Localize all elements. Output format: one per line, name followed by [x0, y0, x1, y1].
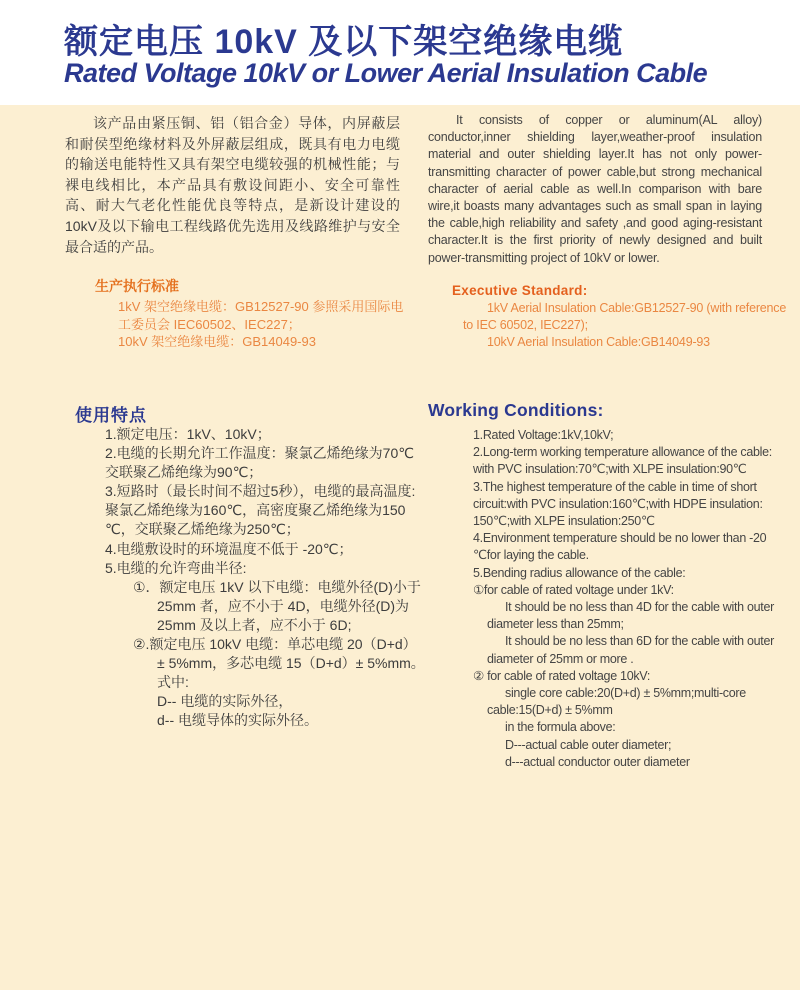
- condition-line: It should be no less than 6D for the cable with outer: [505, 634, 774, 649]
- feature-line: 4.电缆敷设时的环境温度不低于 -20℃；: [105, 540, 353, 557]
- standard-line: 10kV 架空绝缘电缆：GB14049-93: [118, 334, 316, 349]
- standard-line: to IEC 60502, IEC227);: [463, 318, 588, 332]
- feature-line: D-- 电缆的实际外径，: [157, 693, 293, 710]
- standard-line: 工委员会 IEC60502、IEC227；: [118, 316, 301, 332]
- feature-line: 25mm 者，应不小于 4D，电缆外径(D)为: [157, 597, 410, 614]
- condition-line: in the formula above:: [505, 720, 616, 735]
- condition-line: cable:15(D+d) ± 5%mm: [487, 703, 613, 718]
- intro-paragraph-chinese: 该产品由紧压铜、铝（铝合金）导体，内屏蔽层和耐侯型绝缘材料及外屏蔽层组成，既具有电力电缆的输送电能特性又具有架空电缆较强的机械性能；与裸电线相比，本产品具有敷设间距小、安全可靠性高、耐大气老化性能优良等特点，是新设计建设的10kV及以下输电工程线路优先选用及线路维护与安全最合适的产品。: [65, 115, 400, 255]
- condition-line: ①for cable of rated voltage under 1kV:: [473, 582, 674, 597]
- condition-line: 2.Long-term working temperature allowance of the cable:: [473, 445, 772, 460]
- standard-line: 1kV Aerial Insulation Cable:GB12527-90 (with reference: [487, 301, 787, 315]
- condition-line: with PVC insulation:70℃;with XLPE insulation:90℃: [473, 462, 747, 477]
- usage-features-heading-chinese: 使用特点: [75, 406, 147, 425]
- condition-line: ℃for laying the cable.: [473, 548, 589, 563]
- condition-line: 3.The highest temperature of the cable in time of short: [473, 479, 757, 494]
- condition-line: It should be no less than 4D for the cable with outer: [505, 600, 774, 615]
- condition-line: 150℃;with XLPE insulation:250℃: [473, 514, 655, 529]
- condition-line: ② for cable of rated voltage 10kV:: [473, 668, 651, 683]
- production-standard-heading-chinese: 生产执行标准: [95, 278, 179, 294]
- standard-line: 1kV 架空绝缘电缆：GB12527-90 参照采用国际电: [118, 299, 404, 314]
- feature-line: 5.电缆的允许弯曲半径:: [105, 559, 247, 576]
- condition-line: D---actual cable outer diameter;: [505, 737, 672, 752]
- intro-paragraph-english: It consists of copper or aluminum(AL alloy) conductor,inner shielding layer,weather-proof insulation material and outer shielding layer.It has not only power-transmitting character of power cable,but strong mechanical character of aerial cable as well.In comparison with bare wire,it boasts many advantages such as small span in laying the cable,high reliability and safety ,and good aging-resistant character.It is the first priority of newly designed and built power-transmitting project of 10kV or lower.: [428, 113, 762, 265]
- condition-line: 4.Environment temperature should be no lower than -20: [473, 531, 767, 546]
- feature-line: ①．额定电压 1kV 以下电缆：电缆外径(D)小于: [133, 578, 421, 595]
- feature-line: ②.额定电压 10kV 电缆：单芯电缆 20（D+d）: [133, 636, 417, 653]
- condition-line: 5.Bending radius allowance of the cable:: [473, 565, 686, 580]
- feature-line: 交联聚乙烯绝缘为90℃；: [105, 464, 263, 481]
- feature-line: 25mm 及以上者，应不小于 6D;: [157, 616, 352, 633]
- production-standard-list-chinese: [118, 298, 418, 351]
- feature-line: ± 5%mm，多芯电缆 15（D+d）± 5%mm。: [157, 655, 425, 672]
- page-header: [0, 0, 800, 105]
- working-conditions-heading-english: Working Conditions:: [428, 400, 604, 420]
- condition-line: 1.Rated Voltage:1kV,10kV;: [473, 428, 614, 442]
- feature-line: 1.额定电压：1kV、10kV；: [105, 426, 271, 442]
- condition-line: d---actual conductor outer diameter: [505, 754, 690, 769]
- feature-line: d-- 电缆导体的实际外径。: [157, 712, 318, 729]
- working-conditions-list-english: [473, 427, 793, 771]
- standard-line: 10kV Aerial Insulation Cable:GB14049-93: [487, 335, 710, 349]
- executive-standard-heading-english: Executive Standard:: [452, 283, 588, 298]
- feature-line: 聚氯乙烯绝缘为160℃，高密度聚乙烯绝缘为150: [105, 502, 406, 519]
- condition-line: single core cable:20(D+d) ± 5%mm;multi-core: [505, 686, 746, 701]
- feature-line: ℃，交联聚乙烯绝缘为250℃；: [105, 521, 300, 538]
- executive-standard-list-english: [463, 300, 787, 351]
- page-title-english: Rated Voltage 10kV or Lower Aerial Insulation Cable: [64, 58, 708, 88]
- feature-line: 式中:: [157, 674, 189, 691]
- condition-line: circuit:with PVC insulation:160℃;with HDPE insulation:: [473, 496, 763, 511]
- page-title-chinese: 额定电压 10kV 及以下架空绝缘电缆: [64, 23, 624, 61]
- condition-line: diameter of 25mm or more .: [487, 651, 634, 666]
- usage-features-list-chinese: [105, 425, 425, 731]
- feature-line: 2.电缆的长期允许工作温度：聚氯乙烯绝缘为70℃: [105, 445, 414, 462]
- feature-line: 3.短路时（最长时间不超过5秒），电缆的最高温度:: [105, 483, 416, 500]
- condition-line: diameter less than 25mm;: [487, 617, 624, 632]
